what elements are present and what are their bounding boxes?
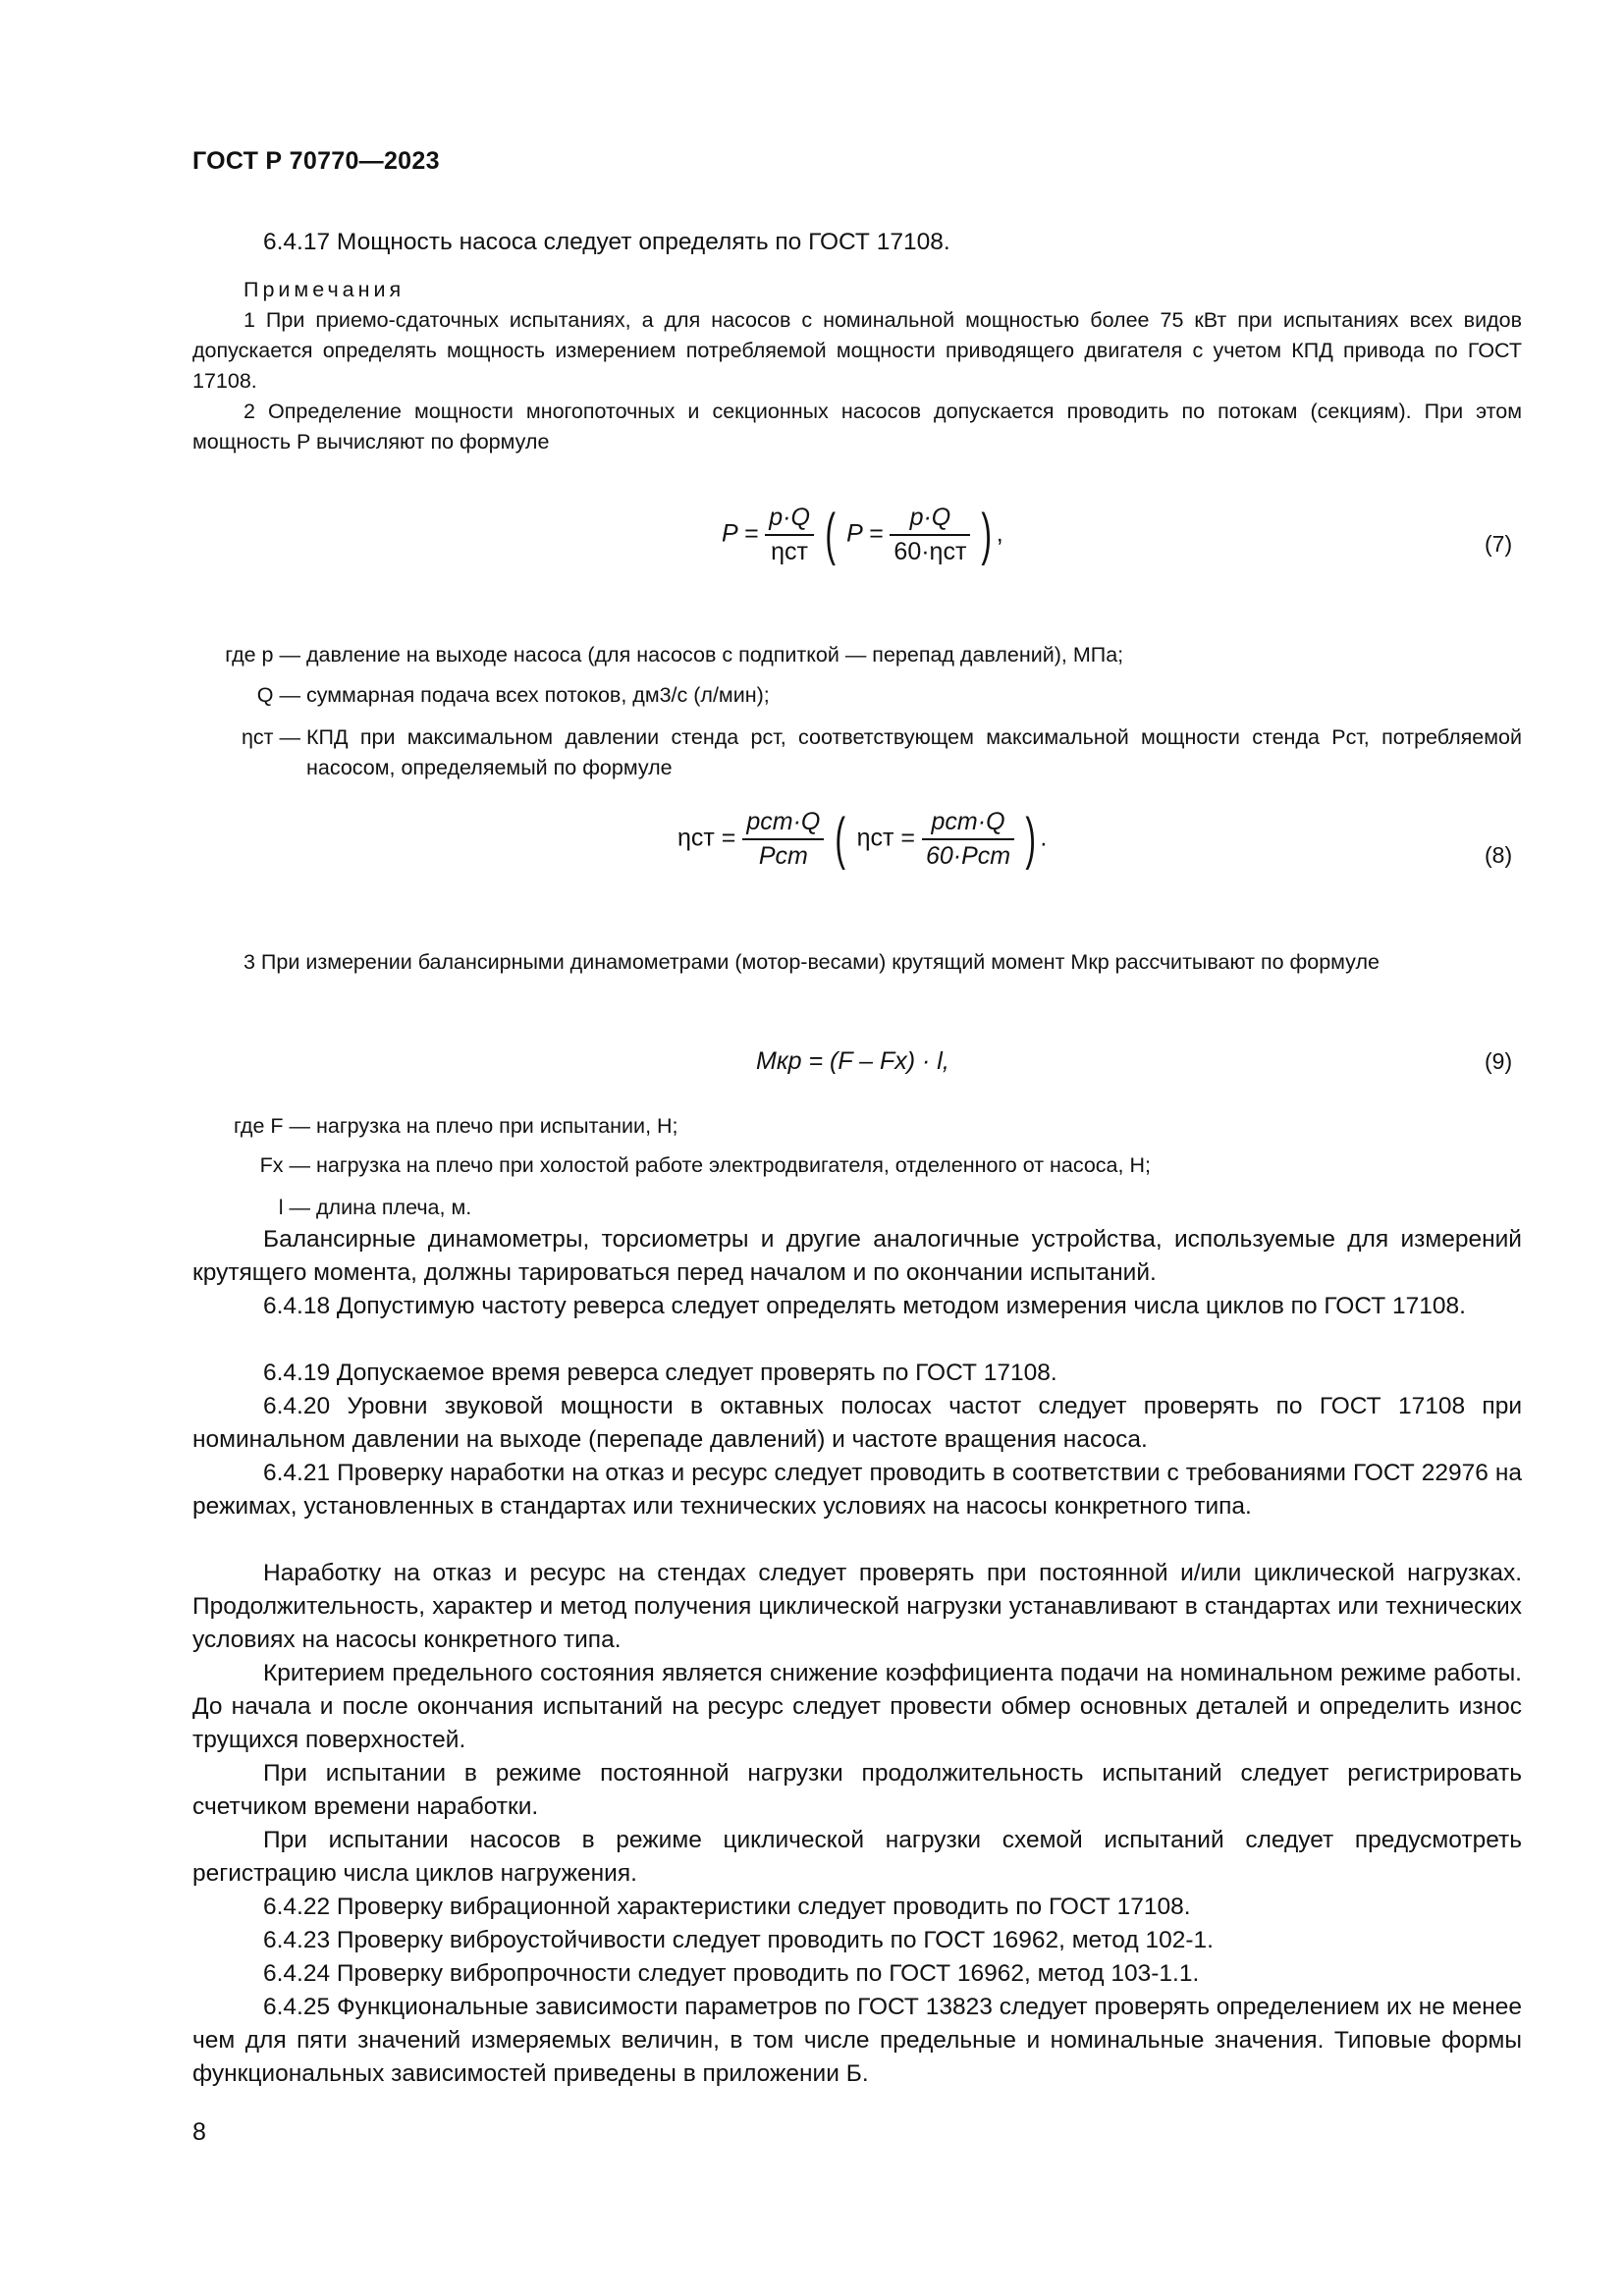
- clause-6-4-24: 6.4.24 Проверку вибропрочности следует проводить по ГОСТ 16962, метод 103-1.1.: [263, 1960, 1200, 1987]
- definition-symbol: где p —: [225, 643, 300, 667]
- formula-7-fraction-2: [890, 504, 970, 566]
- definition-text: КПД при максимальном давлении стенда pст, соответствующем максимальной мощности стенда Pст, потребляемой насосом, определяемый по формуле: [306, 725, 1522, 779]
- note-2: 2 Определение мощности многопоточных и секционных насосов допускается проводить по потокам (секциям). При этом мощность P вычисляют по формуле: [192, 400, 1522, 454]
- definition-row: [0, 722, 1624, 783]
- definition-row: [0, 640, 1624, 670]
- formula-7-inner-lhs: P =: [846, 519, 884, 548]
- paragraph-limit-state: Критерием предельного состояния является снижение коэффициента подачи на номинальном режиме работы. До начала и после окончания испытаний на ресурс следует провести обмер основных деталей и определить износ трущихся поверхностей.: [192, 1660, 1522, 1753]
- formula-8-number: (8): [1485, 842, 1513, 868]
- formula-9: Mкр = (F – Fx) · l,: [756, 1047, 949, 1075]
- definition-symbol: ηст —: [241, 725, 300, 749]
- document-header: ГОСТ Р 70770—2023: [192, 147, 440, 175]
- formula-7-fraction-1: [765, 504, 814, 566]
- clause-6-4-25: 6.4.25 Функциональные зависимости параметров по ГОСТ 13823 следует проверять определением их не менее чем для пяти значений измеряемых величин, в том числе предельные и номинальные значения. Типовые формы функциональных зависимостей приведены в приложении Б.: [192, 1994, 1522, 2087]
- clause-6-4-18: 6.4.18 Допустимую частоту реверса следует определять методом измерения числа циклов по ГОСТ 17108.: [263, 1293, 1466, 1319]
- definition-row: [0, 1193, 1624, 1223]
- formula-8-num-2: pст·Q: [922, 808, 1014, 840]
- clause-6-4-23: 6.4.23 Проверку виброустойчивости следует проводить по ГОСТ 16962, метод 102-1.: [263, 1927, 1214, 1953]
- formula-7-num-2: p·Q: [890, 504, 970, 536]
- clause-6-4-20: 6.4.20 Уровни звуковой мощности в октавных полосах частот следует проверять по ГОСТ 17108 при номинальном давлении на выходе (перепаде давлений) и частоте вращения насоса.: [192, 1393, 1522, 1453]
- clause-6-4-22: 6.4.22 Проверку вибрационной характеристики следует проводить по ГОСТ 17108.: [263, 1894, 1191, 1920]
- clause-6-4-19: 6.4.19 Допускаемое время реверса следует проверять по ГОСТ 17108.: [263, 1360, 1057, 1386]
- formula-7-lhs: P =: [722, 519, 759, 548]
- definition-symbol: Q —: [256, 683, 300, 707]
- formula-7-den-2: 60·ηст: [893, 538, 967, 565]
- formula-8-close-paren: ): [1025, 807, 1037, 871]
- formula-8: [677, 808, 1047, 871]
- definition-row: [0, 1111, 1624, 1142]
- formula-8-tail: .: [1040, 824, 1048, 852]
- formula-7: [722, 504, 1003, 566]
- definition-row: [0, 1150, 1624, 1181]
- definition-symbol: где F —: [234, 1114, 310, 1138]
- definition-row: [0, 680, 1624, 711]
- formula-7-close-paren: ): [981, 503, 993, 566]
- definition-symbol: l —: [278, 1196, 310, 1219]
- notes-title: Примечания: [244, 278, 406, 301]
- note-3: 3 При измерении балансирными динамометрами (мотор-весами) крутящий момент Mкр рассчитывают по формуле: [244, 950, 1380, 974]
- definition-text: нагрузка на плечо при испытании, Н;: [316, 1114, 678, 1138]
- formula-8-open-paren: (: [835, 807, 846, 871]
- definition-text: нагрузка на плечо при холостой работе электродвигателя, отделенного от насоса, Н;: [316, 1153, 1151, 1177]
- definition-text: давление на выходе насоса (для насосов с подпиткой — перепад давлений), МПа;: [306, 643, 1124, 667]
- page-number: 8: [192, 2118, 206, 2146]
- definition-text: суммарная подача всех потоков, дм3/с (л/мин);: [306, 683, 770, 707]
- definition-symbol: Fx —: [259, 1153, 310, 1177]
- clause-6-4-21: 6.4.21 Проверку наработки на отказ и ресурс следует проводить в соответствии с требованиями ГОСТ 22976 на режимах, установленных в стандартах или технических условиях на насосы конкретного типа.: [192, 1460, 1522, 1520]
- paragraph-cyclic-load: При испытании насосов в режиме циклической нагрузки схемой испытаний следует предусмотреть регистрацию числа циклов нагружения.: [192, 1827, 1522, 1887]
- formula-8-inner-lhs: ηст =: [856, 824, 915, 852]
- formula-7-num-1: p·Q: [765, 504, 814, 536]
- formula-7-number: (7): [1485, 531, 1513, 557]
- formula-8-num-1: pст·Q: [742, 808, 824, 840]
- formula-9-number: (9): [1485, 1048, 1513, 1074]
- formula-7-tail: ,: [996, 519, 1003, 548]
- formula-7-open-paren: (: [825, 503, 836, 566]
- clause-6-4-17: 6.4.17 Мощность насоса следует определять по ГОСТ 17108.: [263, 229, 950, 255]
- formula-8-den-2: 60·Pст: [925, 842, 1011, 870]
- formula-8-lhs: ηст =: [677, 824, 736, 852]
- formula-8-den-1: Pст: [758, 842, 808, 870]
- paragraph-constant-load: При испытании в режиме постоянной нагрузки продолжительность испытаний следует регистрировать счетчиком времени наработки.: [192, 1760, 1522, 1820]
- paragraph-mtbf-check: Наработку на отказ и ресурс на стендах следует проверять при постоянной и/или циклической нагрузках. Продолжительность, характер и метод получения циклической нагрузки устанавливают в стандартах или технических условиях на насосы конкретного типа.: [192, 1560, 1522, 1653]
- formula-8-fraction-2: [922, 808, 1014, 871]
- definition-text: длина плеча, м.: [316, 1196, 472, 1219]
- note-1: 1 При приемо-сдаточных испытаниях, а для насосов с номинальной мощностью более 75 кВт при испытаниях всех видов допускается определять мощность измерением потребляемой мощности приводящего двигателя с учетом КПД привода по ГОСТ 17108.: [192, 308, 1522, 393]
- paragraph-dynamometers: Балансирные динамометры, торсиометры и другие аналогичные устройства, используемые для измерений крутящего момента, должны тарироваться перед началом и по окончании испытаний.: [192, 1226, 1522, 1286]
- formula-7-den-1: ηст: [771, 538, 809, 565]
- formula-8-fraction-1: [742, 808, 824, 871]
